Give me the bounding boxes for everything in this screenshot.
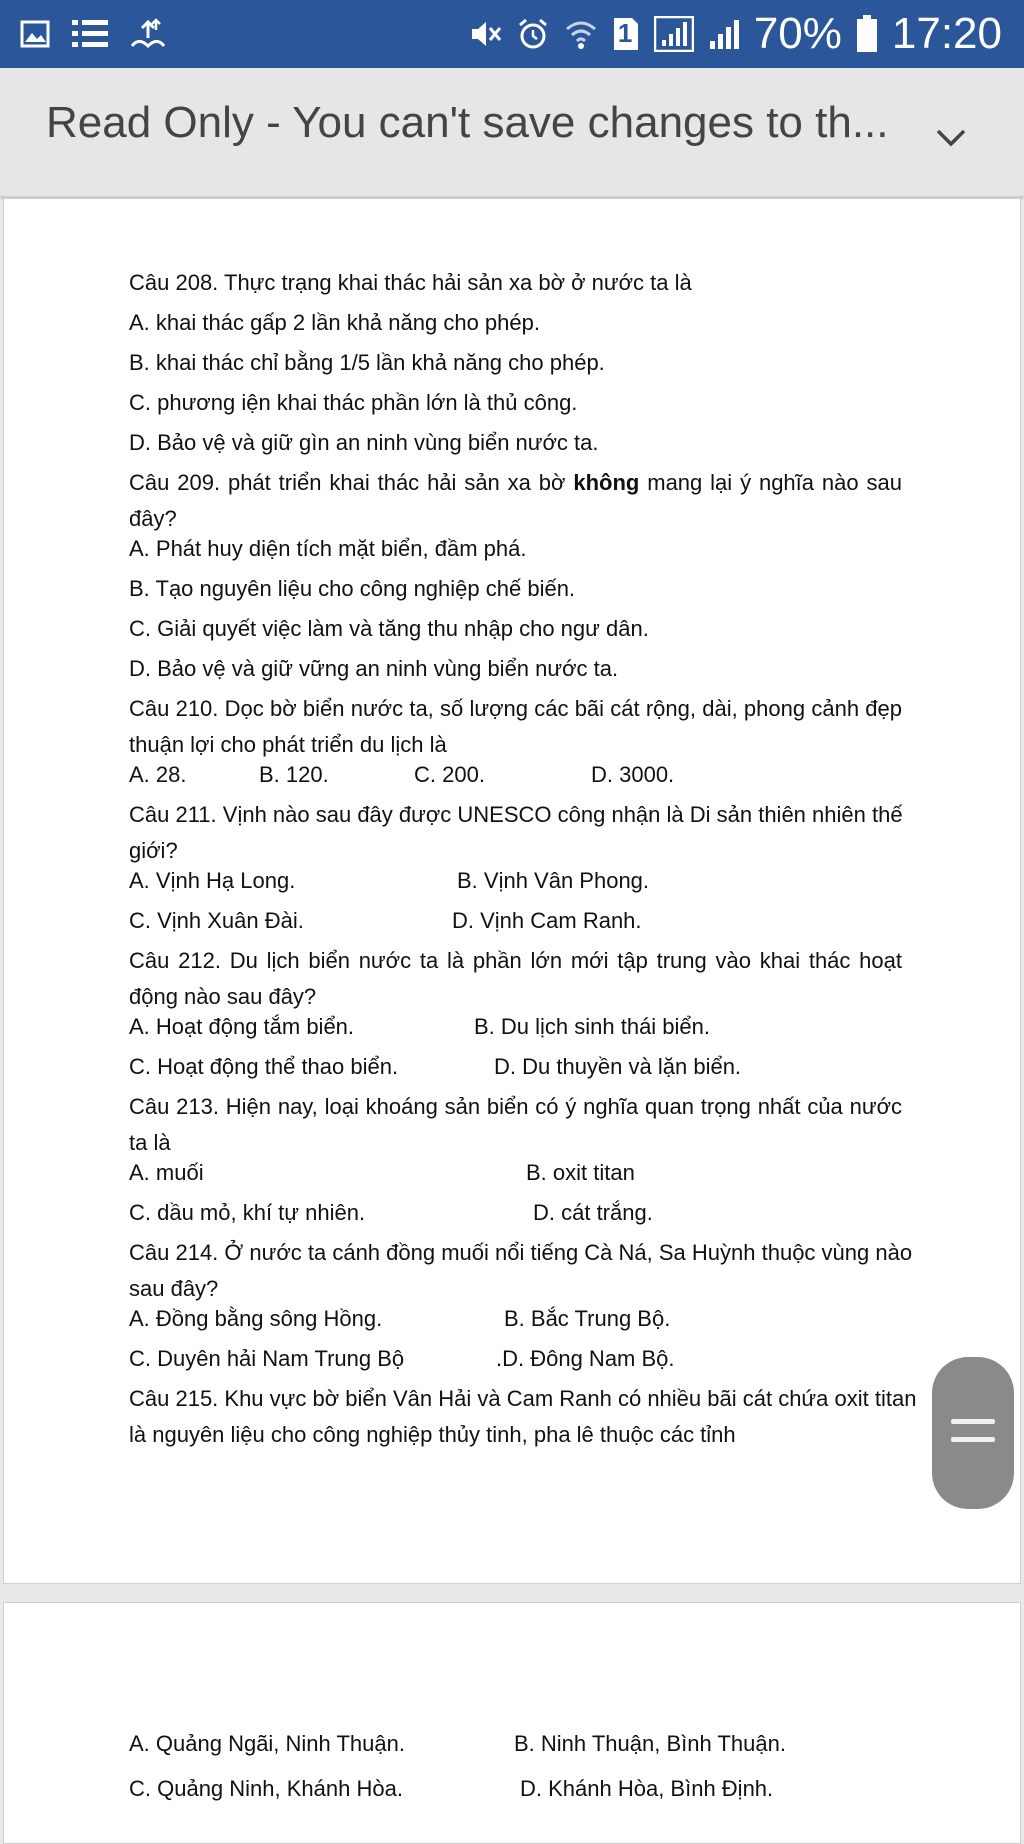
wifi-icon bbox=[564, 17, 598, 51]
signal-icon bbox=[654, 16, 694, 52]
scrollbar-thumb[interactable] bbox=[932, 1357, 1014, 1509]
gallery-icon bbox=[20, 20, 50, 48]
question-210: Câu 210. Dọc bờ biển nước ta, số lượng các bãi cát rộng, dài, phong cảnh đẹp bbox=[129, 696, 902, 721]
read-only-banner[interactable] bbox=[0, 68, 1024, 197]
sim-label: 1 bbox=[617, 18, 633, 48]
chevron-down-icon[interactable] bbox=[928, 114, 974, 160]
answer-212-a: A. Hoạt động tắm biển. bbox=[129, 1014, 355, 1039]
answer-211-b: B. Vịnh Vân Phong. bbox=[457, 868, 650, 893]
answer-215-b: B. Ninh Thuận, Bình Thuận. bbox=[514, 1731, 786, 1756]
question-209-part1: Câu 209. phát triển khai thác hải sản xa bờ bbox=[129, 470, 566, 495]
question-212: Câu 212. Du lịch biển nước ta là phần lớn mới tập trung vào khai thác hoạt bbox=[129, 948, 902, 973]
answer-215-d: D. Khánh Hòa, Bình Định. bbox=[520, 1776, 774, 1801]
upload-icon bbox=[130, 18, 166, 50]
list-icon bbox=[72, 19, 108, 49]
answer-210-d: D. 3000. bbox=[591, 762, 675, 787]
answer-214-a: A. Đồng bằng sông Hồng. bbox=[129, 1306, 383, 1331]
question-215-cont: là nguyên liệu cho công nghiệp thủy tinh, pha lê thuộc các tỉnh bbox=[129, 1422, 736, 1447]
answer-209-b: B. Tạo nguyên liệu cho công nghiệp chế biến. bbox=[129, 576, 576, 601]
mute-icon bbox=[468, 17, 502, 51]
answer-210-b: B. 120. bbox=[259, 762, 329, 787]
answer-213-a: A. muối bbox=[129, 1160, 204, 1185]
answer-209-d: D. Bảo vệ và giữ vững an ninh vùng biển nước ta. bbox=[129, 656, 619, 681]
question-213: Câu 213. Hiện nay, loại khoáng sản biển có ý nghĩa quan trọng nhất của nước bbox=[129, 1094, 902, 1119]
answer-211-a: A. Vịnh Hạ Long. bbox=[129, 868, 296, 893]
question-208: Câu 208. Thực trạng khai thác hải sản xa bờ ở nước ta là bbox=[129, 270, 692, 295]
answer-211-d: D. Vịnh Cam Ranh. bbox=[452, 908, 642, 933]
question-210-cont: thuận lợi cho phát triển du lịch là bbox=[129, 732, 447, 757]
document-page-2[interactable] bbox=[3, 1602, 1021, 1844]
status-bar-left bbox=[20, 14, 166, 54]
battery-icon bbox=[856, 15, 878, 53]
question-211-cont: giới? bbox=[129, 838, 178, 863]
status-bar-right bbox=[468, 8, 1002, 60]
answer-210-a: A. 28. bbox=[129, 762, 187, 787]
banner-title: Read Only - You can't save changes to th... bbox=[46, 98, 889, 147]
question-214-cont: sau đây? bbox=[129, 1276, 219, 1301]
question-209-cont: đây? bbox=[129, 506, 177, 531]
answer-212-b: B. Du lịch sinh thái biển. bbox=[474, 1014, 711, 1039]
grip-line-1 bbox=[951, 1419, 995, 1424]
question-211: Câu 211. Vịnh nào sau đây được UNESCO công nhận là Di sản thiên nhiên thế bbox=[129, 802, 903, 827]
question-209-part2: mang lại ý nghĩa nào sau bbox=[647, 470, 902, 495]
answer-209-a: A. Phát huy diện tích mặt biển, đầm phá. bbox=[129, 536, 527, 561]
question-213-cont: ta là bbox=[129, 1130, 171, 1155]
document-page-1[interactable] bbox=[3, 198, 1021, 1584]
answer-210-c: C. 200. bbox=[414, 762, 485, 787]
question-209 bbox=[129, 469, 902, 497]
answer-212-d: D. Du thuyền và lặn biển. bbox=[494, 1054, 742, 1079]
signal-icon-2 bbox=[708, 17, 740, 51]
answer-208-c: C. phương iện khai thác phần lớn là thủ công. bbox=[129, 390, 578, 415]
grip-line-2 bbox=[951, 1437, 995, 1442]
answer-208-a: A. khai thác gấp 2 lần khả năng cho phép. bbox=[129, 310, 540, 335]
answer-215-a: A. Quảng Ngãi, Ninh Thuận. bbox=[129, 1731, 405, 1756]
answer-211-c: C. Vịnh Xuân Đài. bbox=[129, 908, 304, 933]
clock: 17:20 bbox=[891, 9, 1002, 58]
status-bar bbox=[0, 0, 1024, 68]
answer-208-d: D. Bảo vệ và giữ gìn an ninh vùng biển nước ta. bbox=[129, 430, 599, 455]
answer-214-c: C. Duyên hải Nam Trung Bộ bbox=[129, 1346, 405, 1371]
answer-209-c: C. Giải quyết việc làm và tăng thu nhập cho ngư dân. bbox=[129, 616, 649, 641]
answer-215-c: C. Quảng Ninh, Khánh Hòa. bbox=[129, 1776, 403, 1801]
answer-214-b: B. Bắc Trung Bộ. bbox=[504, 1306, 671, 1331]
answer-208-b: B. khai thác chỉ bằng 1/5 lần khả năng cho phép. bbox=[129, 350, 605, 375]
alarm-icon bbox=[516, 17, 550, 51]
answer-213-b: B. oxit titan bbox=[526, 1160, 635, 1185]
answer-212-c: C. Hoạt động thể thao biển. bbox=[129, 1054, 399, 1079]
question-209-bold: không bbox=[573, 470, 640, 495]
answer-214-d: .D. Đông Nam Bộ. bbox=[496, 1346, 675, 1371]
question-212-cont: động nào sau đây? bbox=[129, 984, 317, 1009]
answer-213-d: D. cát trắng. bbox=[533, 1200, 653, 1225]
answer-213-c: C. dầu mỏ, khí tự nhiên. bbox=[129, 1200, 366, 1225]
question-214: Câu 214. Ở nước ta cánh đồng muối nổi tiếng Cà Ná, Sa Huỳnh thuộc vùng nào bbox=[129, 1240, 913, 1265]
sim-icon bbox=[612, 16, 640, 52]
battery-percent: 70% bbox=[753, 9, 842, 58]
question-215: Câu 215. Khu vực bờ biển Vân Hải và Cam Ranh có nhiều bãi cát chứa oxit titan bbox=[129, 1386, 917, 1411]
